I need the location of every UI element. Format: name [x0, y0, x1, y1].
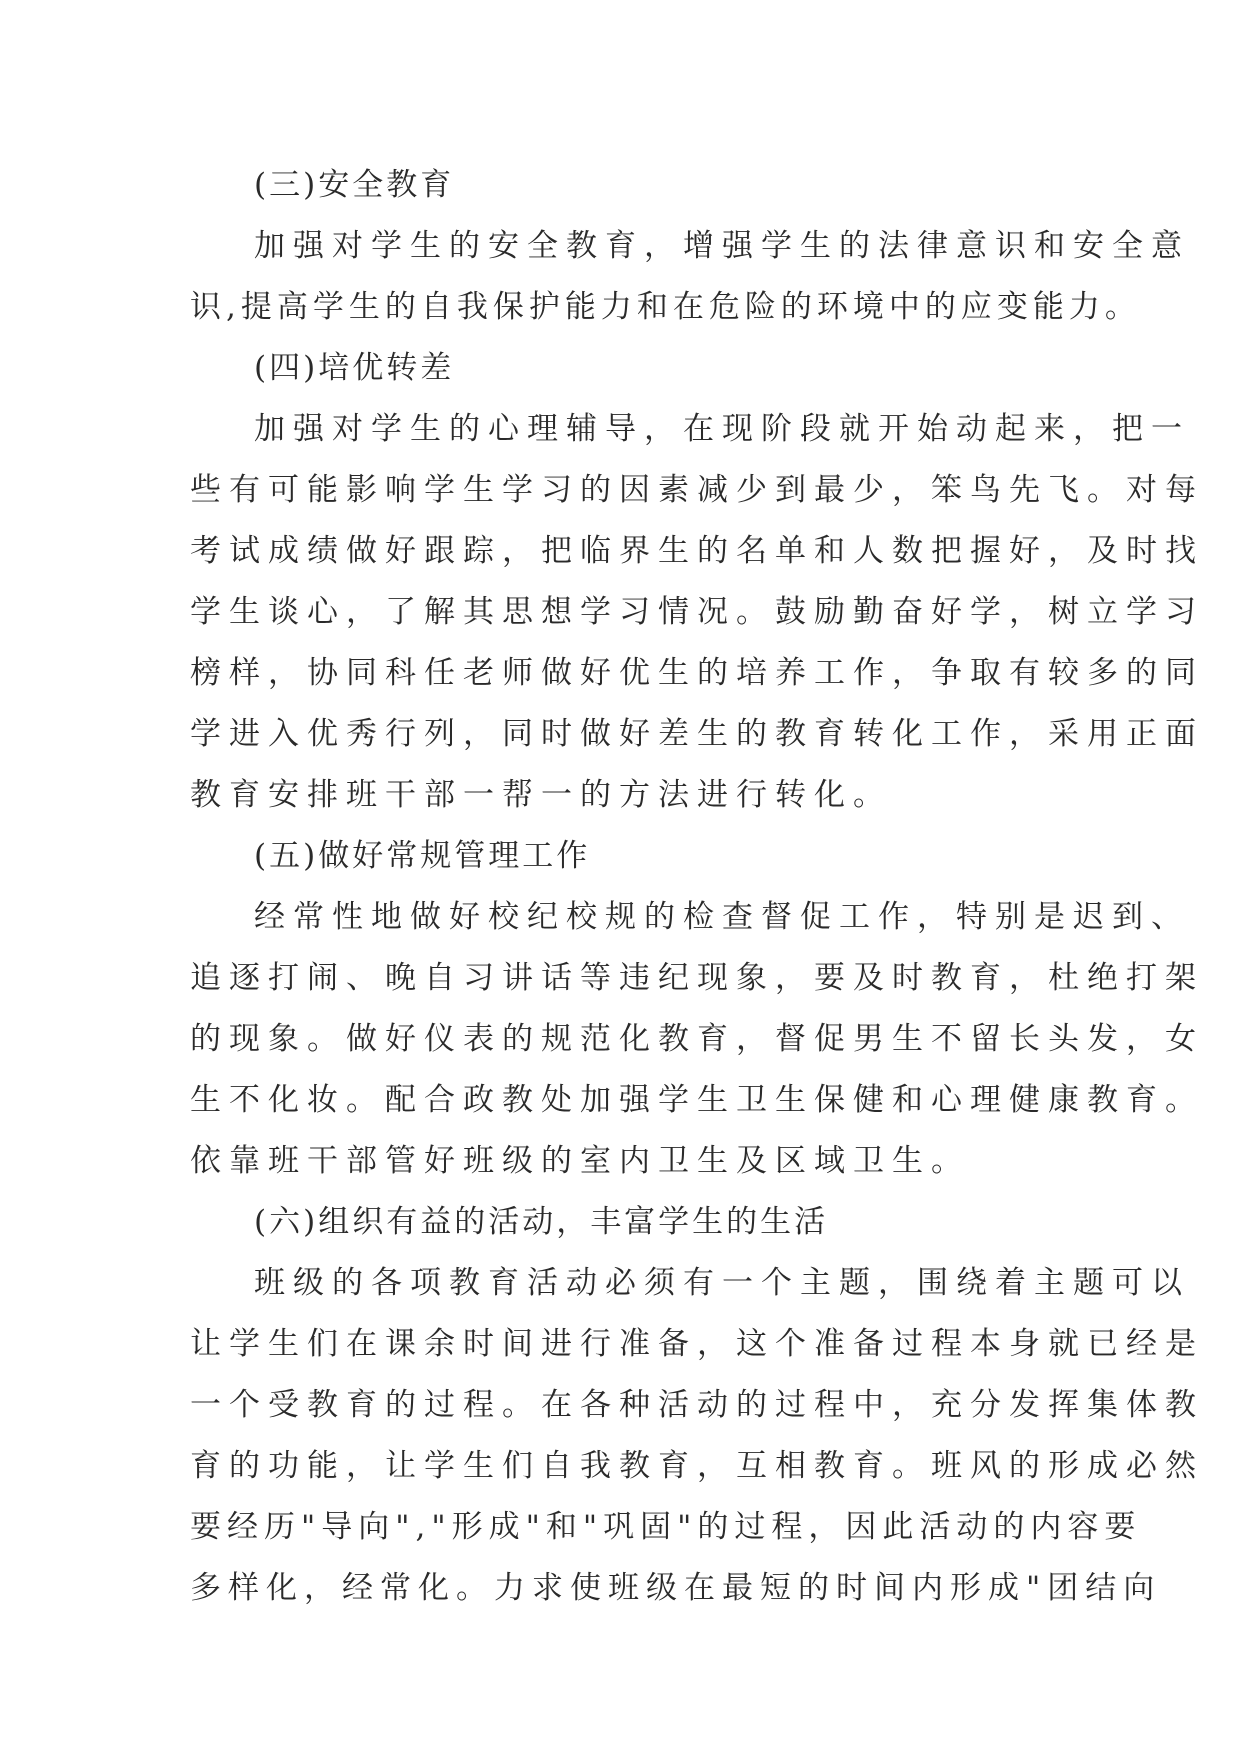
paragraph-line: 加强对学生的安全教育，增强学生的法律意识和安全意 [254, 228, 1190, 264]
paragraph-line: 加强对学生的心理辅导，在现阶段就开始动起来，把一 [254, 411, 1190, 447]
paragraph-line: 学生谈心，了解其思想学习情况。鼓励勤奋好学，树立学习 [190, 594, 1204, 630]
paragraph-line: 班级的各项教育活动必须有一个主题，围绕着主题可以 [254, 1265, 1190, 1301]
paragraph-line: 依靠班干部管好班级的室内卫生及区域卫生。 [190, 1143, 970, 1179]
paragraph-line: 要经历"导向","形成"和"巩固"的过程，因此活动的内容要 [190, 1509, 1142, 1545]
paragraph-line: 让学生们在课余时间进行准备，这个准备过程本身就已经是 [190, 1326, 1204, 1362]
paragraph-line: 一个受教育的过程。在各种活动的过程中，充分发挥集体教 [190, 1387, 1204, 1423]
paragraph-line: 育的功能，让学生们自我教育，互相教育。班风的形成必然 [190, 1448, 1204, 1484]
paragraph-line: 学进入优秀行列，同时做好差生的教育转化工作，采用正面 [190, 716, 1204, 752]
paragraph-line: 榜样，协同科任老师做好优生的培养工作，争取有较多的同 [190, 655, 1204, 691]
section-heading-routine-management: (五)做好常规管理工作 [254, 838, 591, 874]
paragraph-line: 的现象。做好仪表的规范化教育，督促男生不留长头发，女 [190, 1021, 1204, 1057]
paragraph-line: 经常性地做好校纪校规的检查督促工作，特别是迟到、 [254, 899, 1190, 935]
section-heading-activities: (六)组织有益的活动，丰富学生的生活 [254, 1204, 829, 1240]
document-body [190, 155, 1204, 1619]
paragraph-line: 追逐打闹、晚自习讲话等违纪现象，要及时教育，杜绝打架 [190, 960, 1204, 996]
paragraph-line: 考试成绩做好跟踪，把临界生的名单和人数把握好，及时找 [190, 533, 1204, 569]
paragraph-line: 些有可能影响学生学习的因素减少到最少，笨鸟先飞。对每 [190, 472, 1204, 508]
paragraph-line: 生不化妆。配合政教处加强学生卫生保健和心理健康教育。 [190, 1082, 1204, 1118]
section-heading-tutoring: (四)培优转差 [254, 350, 455, 386]
paragraph-line: 多样化，经常化。力求使班级在最短的时间内形成"团结向 [190, 1570, 1162, 1606]
section-heading-safety: (三)安全教育 [254, 167, 455, 203]
paragraph-line: 识,提高学生的自我保护能力和在危险的环境中的应变能力。 [190, 289, 1141, 325]
paragraph-line: 教育安排班干部一帮一的方法进行转化。 [190, 777, 892, 813]
